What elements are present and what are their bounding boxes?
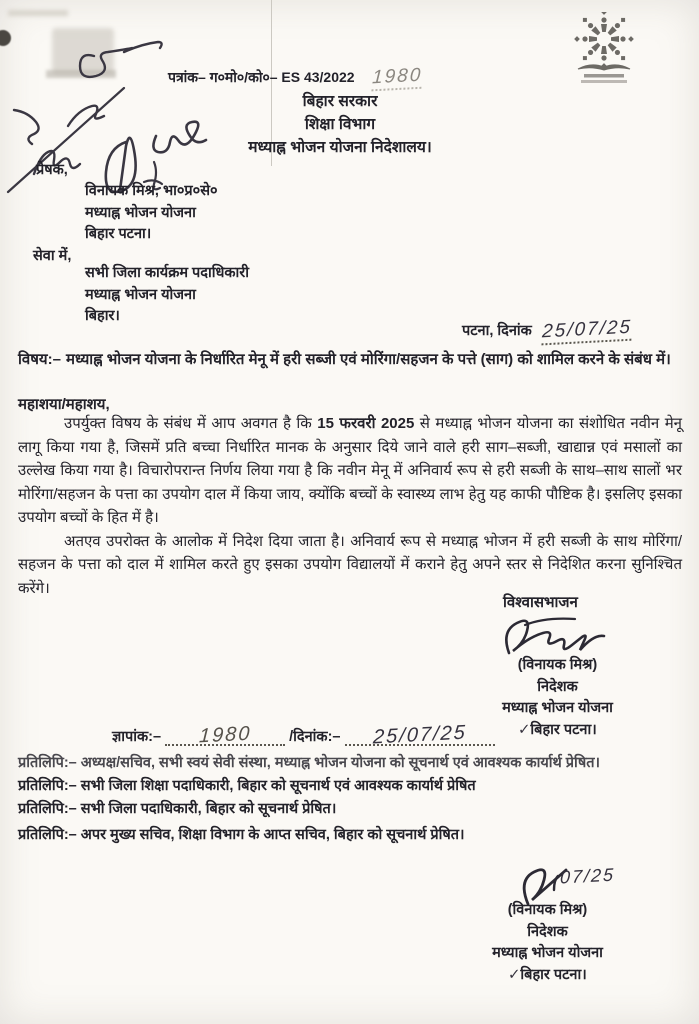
- sender-place: बिहार पटना।: [85, 226, 152, 242]
- copy-4-text: अपर मुख्य सचिव, शिक्षा विभाग के आप्त सचिव, बिहार को सूचनार्थ प्रेषित।: [80, 827, 465, 843]
- recipient-place: बिहार।: [85, 308, 120, 324]
- mid-day-meal-emblem-icon: [558, 12, 650, 90]
- recipient-label: सेवा में,: [33, 248, 72, 264]
- signatory-place-line-bottom: [430, 965, 665, 987]
- salutation: महाशया/महाशय,: [18, 396, 110, 413]
- copy-2-label: प्रतिलिपि:–: [18, 778, 77, 794]
- subject-text: मध्याह्न भोजन योजना के निर्धारित मेनू में हरी सब्जी एवं मोरिंगा/सहजन के पत्ते (साग) को शामिल करने के संबंध में।: [66, 351, 671, 368]
- copy-item-1: [18, 753, 684, 773]
- gov-line-shiksha-vibhag: शिक्षा विभाग: [304, 116, 376, 133]
- dateline-handwritten-date: 25/07/25: [541, 317, 632, 346]
- copy-3-label: प्रतिलिपि:–: [18, 801, 77, 817]
- subject-label: विषय:–: [18, 351, 61, 368]
- copy-1-label: प्रतिलिपि:–: [18, 755, 77, 771]
- copy-3-text: सभी जिला पदाधिकारी, बिहार को सूचनार्थ प्रेषित।: [80, 801, 337, 817]
- para1-date: 15 फरवरी 2025: [317, 415, 415, 432]
- signatory-title-bottom: निदेशक: [527, 923, 568, 940]
- bottom-signature-date: 07/25: [559, 864, 616, 888]
- body-paragraph-2: अतएव उपरोक्त के आलोक में निदेश दिया जाता है। अनिवार्य रूप से मध्याह्न भोजन में हरी सब्जी के साथ मोरिंगा/सहजन के पत्ता को दाल में शामिल करते हुए इसका उपयोग विद्यालयों में कराने हेतु अपने स्तर से निदेशित करना सुनिश्चित करेंगे।: [18, 532, 682, 597]
- memo-number-line: [112, 721, 495, 749]
- copy-2-text: सभी जिला शिक्षा पदाधिकारी, बिहार को सूचनार्थ एवं आवश्यक कार्यार्थ प्रेषित: [80, 778, 476, 794]
- signatory-name: (विनायक मिश्र): [517, 657, 598, 673]
- letter-body: [18, 412, 682, 600]
- sender-label: प्रेषक,: [36, 162, 68, 178]
- copy-1-text: अध्यक्ष/सचिव, सभी स्वयं सेवी संस्था, मध्याह्न भोजन योजना को सूचनार्थ एवं आवश्यक कार्यार्थ प्रेषित।: [80, 755, 600, 771]
- copy-item-3: [18, 799, 684, 819]
- para1-post: से मध्याह्न भोजन योजना का संशोधित नवीन मेनू लागू किया गया है, जिसमें प्रति बच्चा निर्धारित मानक के अनुसार दिये जाने वाले हरी साग–सब्जी, खाद्यान्न एवं मसालों का उल्लेख किया गया है। विचारोपरान्त निर्णय लिया गया है कि नवीन मेनू में अनिवार्य रूप से हरी सब्जी के साथ–साथ सालों भर मोरिंगा/सहजन के पत्ता का उपयोग दाल में किया जाय, क्योंकि बच्चों के स्वास्थ्य लाभ हेतु यह काफी पौष्टिक है। इसलिए इसका उपयोग बच्चों के हित में है।: [18, 415, 682, 526]
- recipient-designation: सभी जिला कार्यक्रम पदाधिकारी: [85, 265, 249, 281]
- letter-number-label: पत्रांक– ग०मो०/को०– ES 43/2022: [168, 69, 355, 85]
- signature-block-bottom: [430, 900, 665, 986]
- letter-number-handwritten: 1980: [372, 65, 423, 92]
- signatory-name-bottom: (विनायक मिश्र): [507, 902, 588, 918]
- recipient-org: मध्याह्न भोजन योजना: [85, 286, 196, 303]
- letter-number-line: [168, 66, 423, 90]
- signatory-title: निदेशक: [537, 678, 578, 695]
- copy-distribution-list: [18, 753, 684, 848]
- subject-line: [18, 348, 680, 371]
- sender-block: [85, 181, 218, 246]
- closing-word: विश्वासभाजन: [503, 594, 578, 611]
- sender-org: मध्याह्न भोजन योजना: [85, 204, 196, 221]
- memo-no-handwritten-wrap: [165, 722, 285, 748]
- memo-date-handwritten-wrap: [345, 721, 495, 749]
- copy-4-label: प्रतिलिपि:–: [18, 827, 77, 843]
- memo-date-handwritten: 25/07/25: [372, 721, 467, 749]
- recipient-block: [85, 263, 249, 328]
- sender-name: विनायक मिश्र, भा०प्र०से०: [85, 183, 218, 199]
- memo-no-label: ज्ञापांक:–: [112, 729, 162, 745]
- dateline-label: पटना, दिनांक: [462, 323, 532, 339]
- check-mark: ✓: [517, 721, 531, 738]
- government-heading: [180, 90, 500, 159]
- signatory-org: मध्याह्न भोजन योजना: [502, 700, 613, 716]
- copy-item-2: [18, 776, 684, 796]
- memo-no-handwritten: 1980: [198, 722, 252, 748]
- body-paragraph-1: [18, 412, 682, 530]
- gov-line-directorate: मध्याह्न भोजन योजना निदेशालय।: [248, 139, 432, 156]
- para1-pre: उपर्युक्त विषय के संबंध में आप अवगत है कि: [64, 415, 318, 432]
- signatory-org-bottom: मध्याह्न भोजन योजना: [492, 945, 603, 961]
- copy-item-4: [18, 825, 684, 845]
- signatory-place: बिहार पटना।: [530, 721, 597, 738]
- memo-date-label: /दिनांक:–: [289, 729, 341, 745]
- dateline: [462, 316, 633, 343]
- check-mark-bottom: ✓: [507, 966, 521, 983]
- director-signature-ink: [495, 613, 625, 659]
- gov-line-bihar-sarkar: बिहार सरकार: [302, 93, 378, 110]
- signatory-place-bottom: बिहार पटना।: [520, 966, 587, 983]
